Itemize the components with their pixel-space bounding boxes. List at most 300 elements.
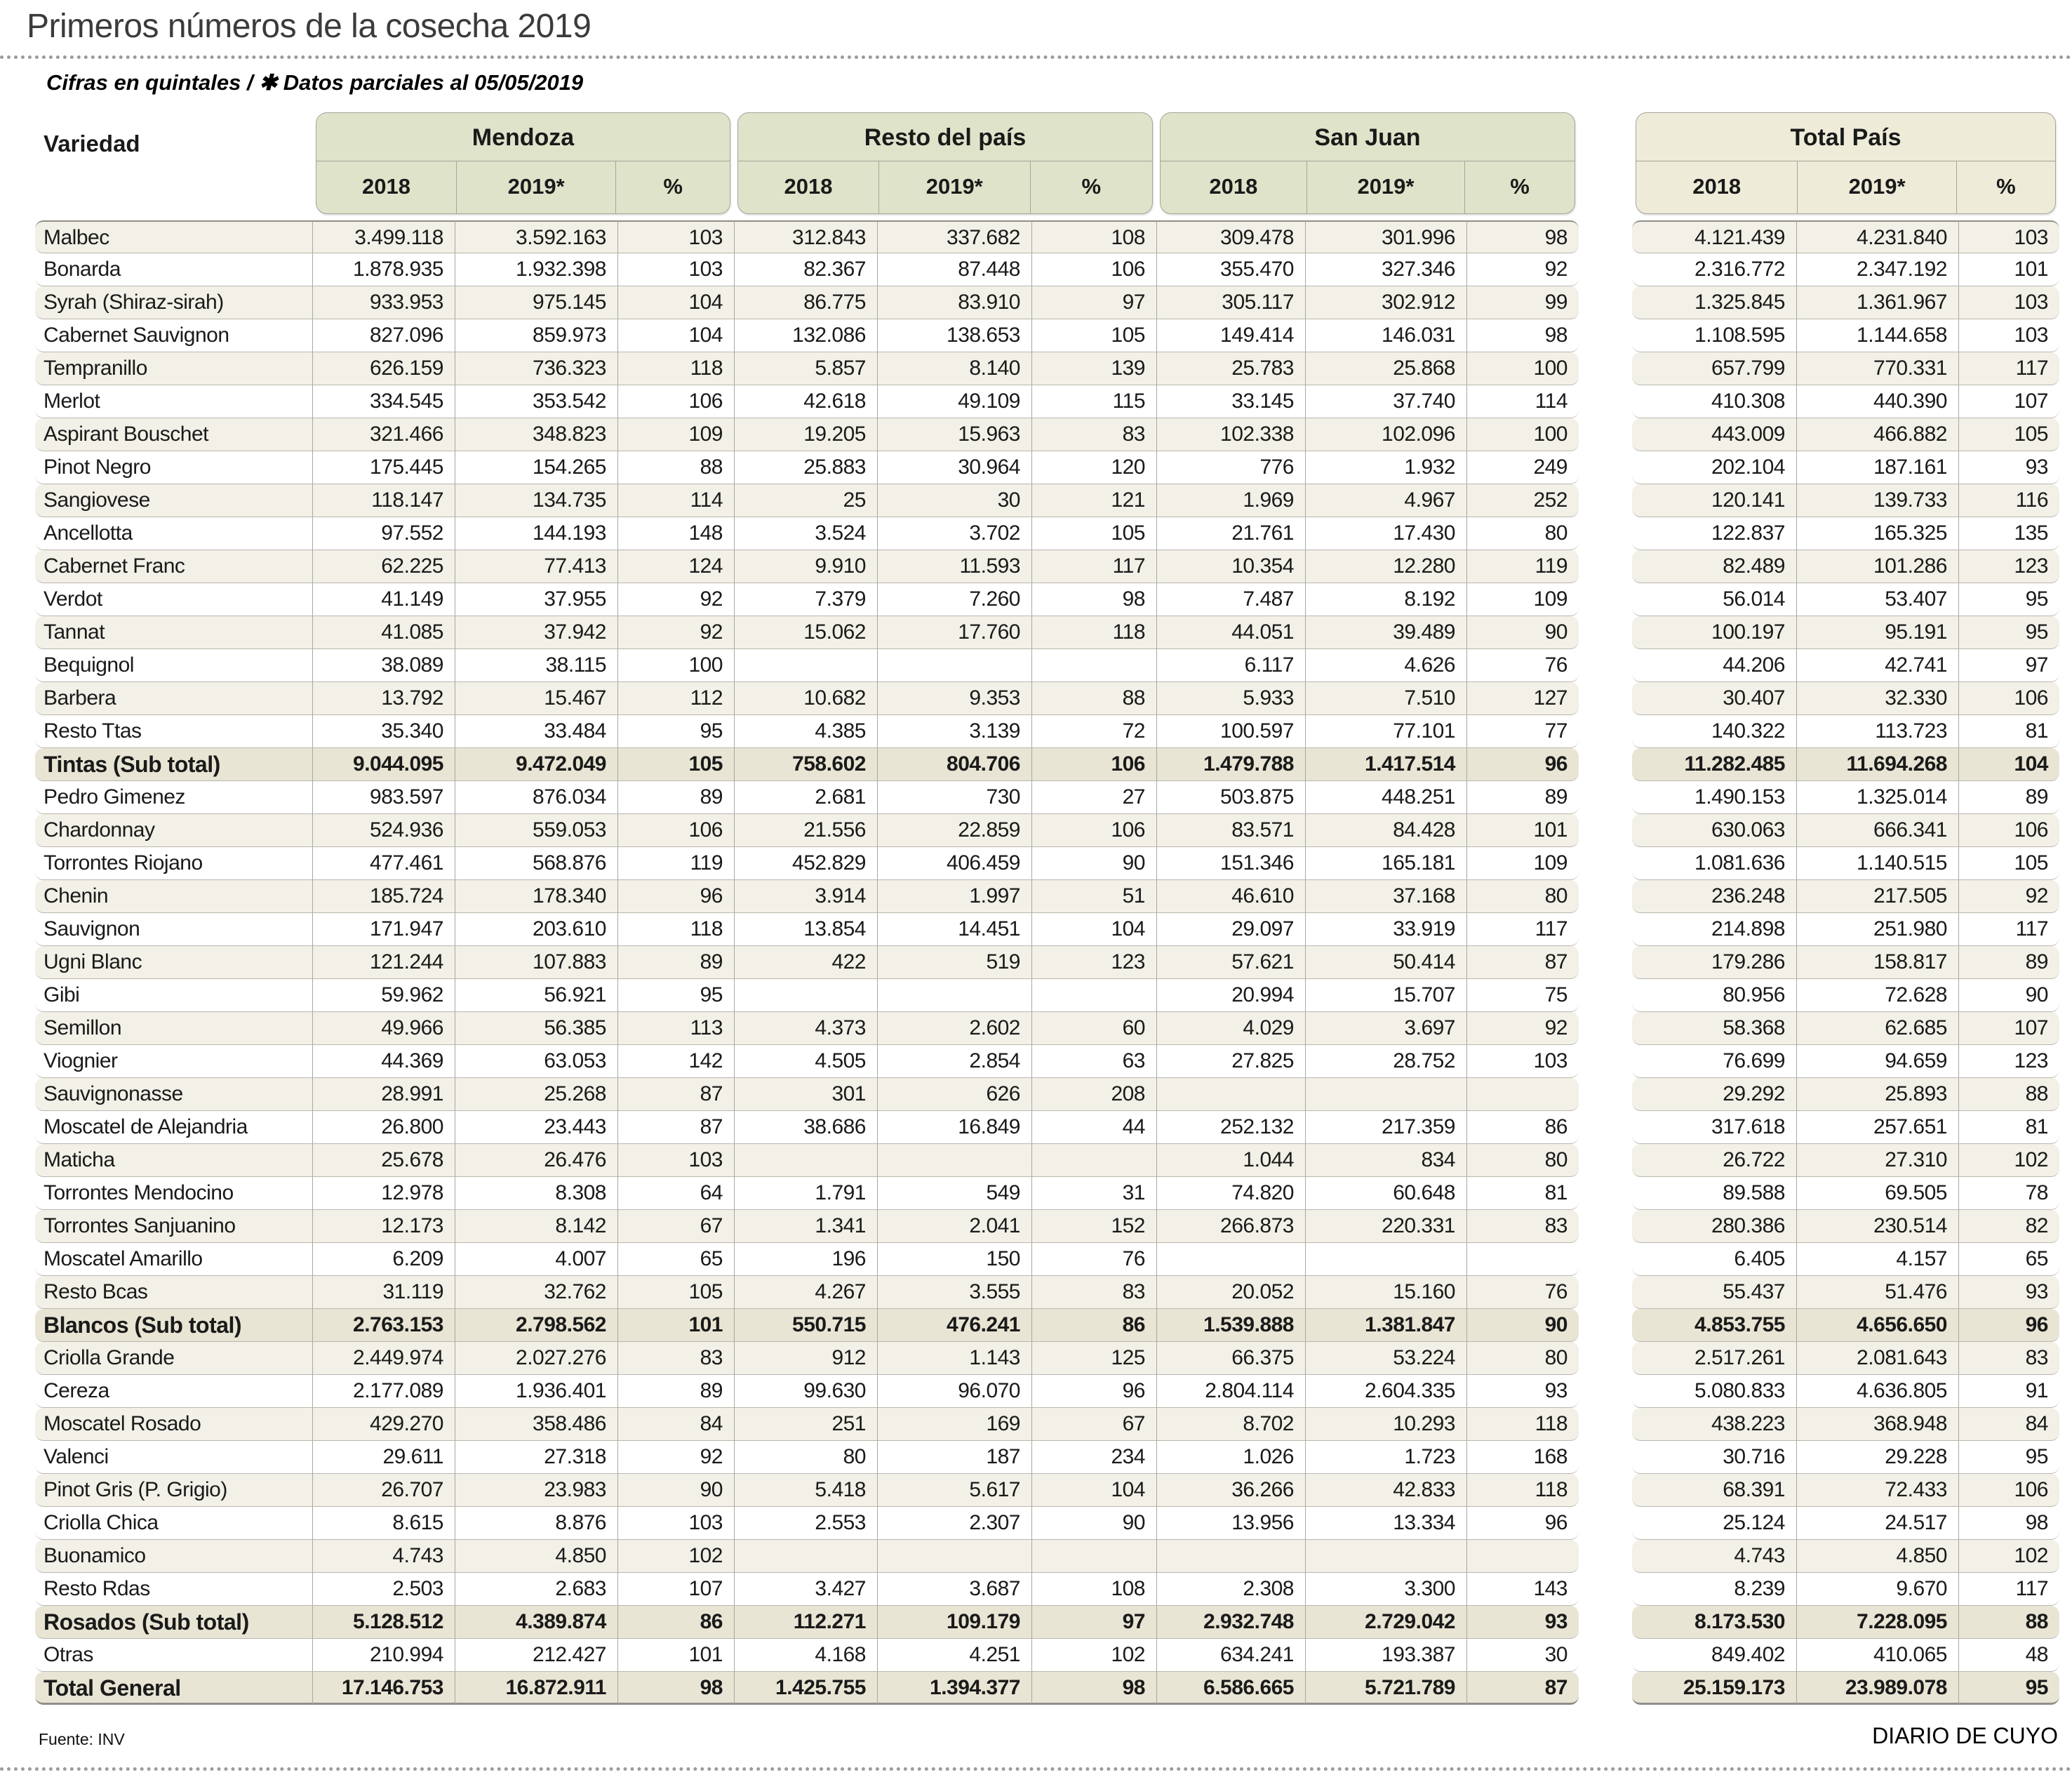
value-cell: 1.417.514 <box>1305 748 1466 781</box>
value-cell: 90 <box>1031 1507 1156 1540</box>
row-gap <box>1579 352 1632 385</box>
table-row <box>35 880 2072 913</box>
value-cell: 42.741 <box>1796 649 1958 682</box>
value-cell: 626.159 <box>312 352 455 385</box>
value-cell: 11.694.268 <box>1796 748 1958 781</box>
value-cell: 37.168 <box>1305 880 1466 913</box>
value-cell: 5.128.512 <box>312 1606 455 1639</box>
row-gap <box>1579 616 1632 649</box>
value-cell: 105 <box>1031 517 1156 550</box>
subcol-2019: 2019* <box>1797 161 1956 213</box>
value-cell: 84.428 <box>1305 814 1466 847</box>
value-cell: 171.947 <box>312 913 455 946</box>
row-gap <box>1579 1210 1632 1243</box>
row-gap <box>1579 1408 1632 1441</box>
value-cell: 106 <box>1031 748 1156 781</box>
value-cell: 119 <box>1466 550 1579 583</box>
value-cell: 60 <box>1031 1012 1156 1045</box>
value-cell: 97 <box>1031 1606 1156 1639</box>
row-gap <box>1579 484 1632 517</box>
value-cell: 20.994 <box>1156 979 1305 1012</box>
variety-cell: Maticha <box>35 1144 312 1177</box>
value-cell: 117 <box>1958 1573 2059 1606</box>
value-cell: 6.117 <box>1156 649 1305 682</box>
value-cell: 29.228 <box>1796 1441 1958 1474</box>
value-cell: 118 <box>1466 1474 1579 1507</box>
value-cell: 77.413 <box>455 550 617 583</box>
value-cell: 139 <box>1031 352 1156 385</box>
value-cell: 100.597 <box>1156 715 1305 748</box>
table-row <box>35 1342 2072 1375</box>
value-cell: 143 <box>1466 1573 1579 1606</box>
value-cell: 30.964 <box>877 451 1031 484</box>
row-gap <box>1579 1375 1632 1408</box>
value-cell: 109 <box>617 418 734 451</box>
table-row <box>35 1408 2072 1441</box>
value-cell: 119 <box>617 847 734 880</box>
value-cell: 4.251 <box>877 1639 1031 1672</box>
table-row <box>35 913 2072 946</box>
group-subcolumns <box>738 161 1152 213</box>
value-cell: 80 <box>1466 1342 1579 1375</box>
value-cell: 80.956 <box>1632 979 1796 1012</box>
value-cell: 368.948 <box>1796 1408 1958 1441</box>
value-cell: 21.761 <box>1156 517 1305 550</box>
value-cell: 87 <box>617 1078 734 1111</box>
value-cell: 114 <box>617 484 734 517</box>
value-cell: 1.425.755 <box>734 1672 877 1705</box>
value-cell: 5.617 <box>877 1474 1031 1507</box>
value-cell: 10.682 <box>734 682 877 715</box>
value-cell: 30.407 <box>1632 682 1796 715</box>
value-cell: 82.489 <box>1632 550 1796 583</box>
value-cell: 1.044 <box>1156 1144 1305 1177</box>
value-cell: 549 <box>877 1177 1031 1210</box>
subcol-pct: % <box>1464 161 1575 213</box>
value-cell: 7.260 <box>877 583 1031 616</box>
row-gap <box>1579 682 1632 715</box>
table-row <box>35 1672 2072 1705</box>
value-cell: 2.553 <box>734 1507 877 1540</box>
row-gap <box>1579 1111 1632 1144</box>
table-row <box>35 253 2072 286</box>
value-cell: 933.953 <box>312 286 455 319</box>
variety-cell: Rosados (Sub total) <box>35 1606 312 1639</box>
value-cell: 32.330 <box>1796 682 1958 715</box>
value-cell: 106 <box>617 385 734 418</box>
value-cell: 109 <box>1466 847 1579 880</box>
value-cell: 106 <box>1031 253 1156 286</box>
subcol-2018: 2018 <box>1209 173 1258 199</box>
variety-cell: Moscatel Rosado <box>35 1408 312 1441</box>
value-cell: 104 <box>1031 1474 1156 1507</box>
variety-cell: Pinot Gris (P. Grigio) <box>35 1474 312 1507</box>
value-cell: 317.618 <box>1632 1111 1796 1144</box>
value-cell: 101.286 <box>1796 550 1958 583</box>
variety-cell: Aspirant Bouschet <box>35 418 312 451</box>
value-cell: 257.651 <box>1796 1111 1958 1144</box>
value-cell: 84 <box>617 1408 734 1441</box>
value-cell: 88 <box>1958 1078 2059 1111</box>
column-header-variedad: Variedad <box>44 130 140 157</box>
value-cell: 758.602 <box>734 748 877 781</box>
value-cell: 8.173.530 <box>1632 1606 1796 1639</box>
value-cell: 730 <box>877 781 1031 814</box>
page-title: Primeros números de la cosecha 2019 <box>27 8 591 45</box>
table-row <box>35 748 2072 781</box>
value-cell <box>734 1144 877 1177</box>
value-cell: 20.052 <box>1156 1276 1305 1309</box>
value-cell: 11.282.485 <box>1632 748 1796 781</box>
value-cell: 68.391 <box>1632 1474 1796 1507</box>
table-row <box>35 319 2072 352</box>
value-cell: 92 <box>617 583 734 616</box>
variety-cell: Resto Bcas <box>35 1276 312 1309</box>
value-cell: 33.919 <box>1305 913 1466 946</box>
value-cell: 116 <box>1958 484 2059 517</box>
table-row <box>35 1375 2072 1408</box>
table-row <box>35 1177 2072 1210</box>
value-cell: 67 <box>1031 1408 1156 1441</box>
value-cell: 559.053 <box>455 814 617 847</box>
variety-cell: Barbera <box>35 682 312 715</box>
value-cell <box>1031 1144 1156 1177</box>
value-cell: 90 <box>1466 1309 1579 1342</box>
value-cell: 25.883 <box>734 451 877 484</box>
value-cell: 107 <box>1958 385 2059 418</box>
value-cell: 89 <box>617 781 734 814</box>
value-cell: 251 <box>734 1408 877 1441</box>
variety-cell: Criolla Chica <box>35 1507 312 1540</box>
row-gap <box>1579 1309 1632 1342</box>
subcol-pct: % <box>1956 161 2055 213</box>
value-cell: 25.124 <box>1632 1507 1796 1540</box>
value-cell <box>877 649 1031 682</box>
value-cell: 448.251 <box>1305 781 1466 814</box>
value-cell: 429.270 <box>312 1408 455 1441</box>
value-cell: 2.798.562 <box>455 1309 617 1342</box>
value-cell: 312.843 <box>734 220 877 253</box>
value-cell: 9.910 <box>734 550 877 583</box>
value-cell: 12.173 <box>312 1210 455 1243</box>
value-cell: 103 <box>617 1507 734 1540</box>
value-cell: 44 <box>1031 1111 1156 1144</box>
value-cell: 103 <box>1958 319 2059 352</box>
value-cell: 105 <box>617 1276 734 1309</box>
value-cell: 666.341 <box>1796 814 1958 847</box>
value-cell: 90 <box>617 1474 734 1507</box>
group-title: San Juan <box>1314 124 1421 151</box>
value-cell: 95 <box>1958 1441 2059 1474</box>
value-cell: 25.159.173 <box>1632 1672 1796 1705</box>
value-cell: 8.308 <box>455 1177 617 1210</box>
value-cell: 2.347.192 <box>1796 253 1958 286</box>
value-cell: 301.996 <box>1305 220 1466 253</box>
value-cell: 108 <box>1031 220 1156 253</box>
value-cell: 74.820 <box>1156 1177 1305 1210</box>
value-cell: 4.373 <box>734 1012 877 1045</box>
value-cell: 42.833 <box>1305 1474 1466 1507</box>
value-cell: 59.962 <box>312 979 455 1012</box>
table-row <box>35 847 2072 880</box>
value-cell: 1.341 <box>734 1210 877 1243</box>
publisher-credit: DIARIO DE CUYO <box>1872 1722 2058 1748</box>
value-cell: 2.932.748 <box>1156 1606 1305 1639</box>
value-cell: 80 <box>734 1441 877 1474</box>
value-cell: 1.997 <box>877 880 1031 913</box>
variety-cell: Torrontes Sanjuanino <box>35 1210 312 1243</box>
value-cell <box>1156 1078 1305 1111</box>
value-cell: 1.143 <box>877 1342 1031 1375</box>
subcol-2018: 2018 <box>361 173 410 199</box>
value-cell: 99 <box>1466 286 1579 319</box>
value-cell: 95 <box>617 979 734 1012</box>
value-cell: 146.031 <box>1305 319 1466 352</box>
value-cell: 476.241 <box>877 1309 1031 1342</box>
value-cell: 56.014 <box>1632 583 1796 616</box>
value-cell: 410.065 <box>1796 1639 1958 1672</box>
value-cell: 98 <box>1031 1672 1156 1705</box>
variety-cell: Bonarda <box>35 253 312 286</box>
value-cell: 8.876 <box>455 1507 617 1540</box>
row-gap <box>1579 748 1632 781</box>
value-cell: 30 <box>1466 1639 1579 1672</box>
value-cell: 60.648 <box>1305 1177 1466 1210</box>
value-cell: 2.604.335 <box>1305 1375 1466 1408</box>
row-gap <box>1579 418 1632 451</box>
value-cell: 466.882 <box>1796 418 1958 451</box>
value-cell: 57.621 <box>1156 946 1305 979</box>
value-cell: 33.145 <box>1156 385 1305 418</box>
variety-cell: Resto Ttas <box>35 715 312 748</box>
row-gap <box>1579 1639 1632 1672</box>
value-cell <box>1031 1540 1156 1573</box>
value-cell: 2.177.089 <box>312 1375 455 1408</box>
value-cell: 13.792 <box>312 682 455 715</box>
value-cell: 102 <box>1958 1144 2059 1177</box>
value-cell: 21.556 <box>734 814 877 847</box>
harvest-table <box>35 112 2072 1705</box>
subtitle: Cifras en quintales / ✱ Datos parciales al 05/05/2019 <box>46 69 584 95</box>
value-cell: 125 <box>1031 1342 1156 1375</box>
value-cell: 35.340 <box>312 715 455 748</box>
value-cell: 169 <box>877 1408 1031 1441</box>
value-cell: 309.478 <box>1156 220 1305 253</box>
value-cell: 98 <box>1031 583 1156 616</box>
value-cell: 118 <box>617 913 734 946</box>
value-cell: 208 <box>1031 1078 1156 1111</box>
value-cell: 32.762 <box>455 1276 617 1309</box>
value-cell: 151.346 <box>1156 847 1305 880</box>
value-cell <box>734 979 877 1012</box>
variety-cell: Malbec <box>35 220 312 253</box>
row-gap <box>1579 946 1632 979</box>
value-cell: 477.461 <box>312 847 455 880</box>
value-cell: 89 <box>617 946 734 979</box>
row-gap <box>1579 1540 1632 1573</box>
value-cell: 4.743 <box>312 1540 455 1573</box>
value-cell: 51 <box>1031 880 1156 913</box>
value-cell: 25.268 <box>455 1078 617 1111</box>
value-cell: 4.385 <box>734 715 877 748</box>
value-cell: 26.476 <box>455 1144 617 1177</box>
value-cell: 2.307 <box>877 1507 1031 1540</box>
variety-cell: Tintas (Sub total) <box>35 748 312 781</box>
value-cell: 1.325.845 <box>1632 286 1796 319</box>
value-cell: 1.791 <box>734 1177 877 1210</box>
row-gap <box>1579 550 1632 583</box>
value-cell: 17.430 <box>1305 517 1466 550</box>
value-cell: 46.610 <box>1156 880 1305 913</box>
table-row <box>35 1276 2072 1309</box>
value-cell: 236.248 <box>1632 880 1796 913</box>
subcol-2019: 2019* <box>1306 161 1464 213</box>
variety-cell: Sauvignonasse <box>35 1078 312 1111</box>
value-cell: 280.386 <box>1632 1210 1796 1243</box>
group-subcolumns <box>1161 161 1575 213</box>
value-cell: 89 <box>617 1375 734 1408</box>
value-cell: 134.735 <box>455 484 617 517</box>
value-cell: 7.510 <box>1305 682 1466 715</box>
value-cell: 83 <box>1031 418 1156 451</box>
value-cell: 2.854 <box>877 1045 1031 1078</box>
value-cell: 89 <box>1466 781 1579 814</box>
row-gap <box>1579 1012 1632 1045</box>
value-cell: 8.615 <box>312 1507 455 1540</box>
value-cell: 93 <box>1466 1375 1579 1408</box>
value-cell: 13.334 <box>1305 1507 1466 1540</box>
value-cell: 27 <box>1031 781 1156 814</box>
value-cell: 524.936 <box>312 814 455 847</box>
value-cell: 86 <box>1466 1111 1579 1144</box>
value-cell: 101 <box>617 1309 734 1342</box>
value-cell: 8.239 <box>1632 1573 1796 1606</box>
value-cell: 6.405 <box>1632 1243 1796 1276</box>
value-cell: 86 <box>1031 1309 1156 1342</box>
group-subcolumns <box>316 161 730 213</box>
value-cell: 109 <box>1466 583 1579 616</box>
value-cell: 165.325 <box>1796 517 1958 550</box>
value-cell <box>877 1540 1031 1573</box>
value-cell: 102.338 <box>1156 418 1305 451</box>
table-row <box>35 1012 2072 1045</box>
value-cell: 1.932.398 <box>455 253 617 286</box>
table-row <box>35 352 2072 385</box>
value-cell: 16.849 <box>877 1111 1031 1144</box>
value-cell: 8.702 <box>1156 1408 1305 1441</box>
row-gap <box>1579 319 1632 352</box>
value-cell: 17.760 <box>877 616 1031 649</box>
value-cell: 4.231.840 <box>1796 220 1958 253</box>
value-cell: 89 <box>1958 946 2059 979</box>
value-cell: 56.921 <box>455 979 617 1012</box>
value-cell: 72.433 <box>1796 1474 1958 1507</box>
table-row <box>35 1441 2072 1474</box>
row-gap <box>1579 1672 1632 1705</box>
value-cell: 122.837 <box>1632 517 1796 550</box>
row-gap <box>1579 1342 1632 1375</box>
value-cell: 106 <box>1958 1474 2059 1507</box>
table-row <box>35 418 2072 451</box>
value-cell: 9.353 <box>877 682 1031 715</box>
value-cell: 25.678 <box>312 1144 455 1177</box>
value-cell: 1.361.967 <box>1796 286 1958 319</box>
value-cell: 1.490.153 <box>1632 781 1796 814</box>
value-cell: 2.729.042 <box>1305 1606 1466 1639</box>
value-cell: 13.956 <box>1156 1507 1305 1540</box>
value-cell: 4.007 <box>455 1243 617 1276</box>
value-cell: 92 <box>1466 1012 1579 1045</box>
value-cell: 139.733 <box>1796 484 1958 517</box>
value-cell: 736.323 <box>455 352 617 385</box>
value-cell: 334.545 <box>312 385 455 418</box>
variety-cell: Criolla Grande <box>35 1342 312 1375</box>
value-cell: 150 <box>877 1243 1031 1276</box>
value-cell: 77 <box>1466 715 1579 748</box>
value-cell: 11.593 <box>877 550 1031 583</box>
value-cell: 3.427 <box>734 1573 877 1606</box>
value-cell: 10.293 <box>1305 1408 1466 1441</box>
value-cell: 27.310 <box>1796 1144 1958 1177</box>
value-cell: 4.850 <box>1796 1540 1958 1573</box>
variety-cell: Valenci <box>35 1441 312 1474</box>
value-cell: 22.859 <box>877 814 1031 847</box>
value-cell: 175.445 <box>312 451 455 484</box>
value-cell: 120.141 <box>1632 484 1796 517</box>
value-cell: 1.969 <box>1156 484 1305 517</box>
value-cell: 44.051 <box>1156 616 1305 649</box>
value-cell: 103 <box>617 220 734 253</box>
subcol-2019: 2019* <box>878 161 1030 213</box>
value-cell: 28.991 <box>312 1078 455 1111</box>
subcol-2018: 2018 <box>1692 173 1742 199</box>
value-cell: 859.973 <box>455 319 617 352</box>
value-cell: 568.876 <box>455 847 617 880</box>
value-cell: 7.228.095 <box>1796 1606 1958 1639</box>
table-row <box>35 220 2072 253</box>
table-row <box>35 1573 2072 1606</box>
value-cell: 80 <box>1466 880 1579 913</box>
value-cell: 92 <box>617 616 734 649</box>
table-row <box>35 1639 2072 1672</box>
value-cell: 96 <box>1466 1507 1579 1540</box>
value-cell: 5.418 <box>734 1474 877 1507</box>
table-row <box>35 286 2072 319</box>
value-cell: 63.053 <box>455 1045 617 1078</box>
value-cell: 118 <box>1466 1408 1579 1441</box>
variety-cell: Sauvignon <box>35 913 312 946</box>
value-cell: 93 <box>1958 1276 2059 1309</box>
value-cell: 6.586.665 <box>1156 1672 1305 1705</box>
value-cell: 249 <box>1466 451 1579 484</box>
value-cell: 2.081.643 <box>1796 1342 1958 1375</box>
value-cell: 56.385 <box>455 1012 617 1045</box>
value-cell: 7.487 <box>1156 583 1305 616</box>
value-cell: 266.873 <box>1156 1210 1305 1243</box>
value-cell: 149.414 <box>1156 319 1305 352</box>
value-cell: 104 <box>617 286 734 319</box>
variety-cell: Chardonnay <box>35 814 312 847</box>
value-cell: 44.369 <box>312 1045 455 1078</box>
value-cell: 94.659 <box>1796 1045 1958 1078</box>
table-row <box>35 1474 2072 1507</box>
value-cell: 100 <box>1466 418 1579 451</box>
value-cell: 25.868 <box>1305 352 1466 385</box>
value-cell: 82.367 <box>734 253 877 286</box>
value-cell: 196 <box>734 1243 877 1276</box>
row-gap <box>1579 583 1632 616</box>
row-gap <box>1579 1177 1632 1210</box>
